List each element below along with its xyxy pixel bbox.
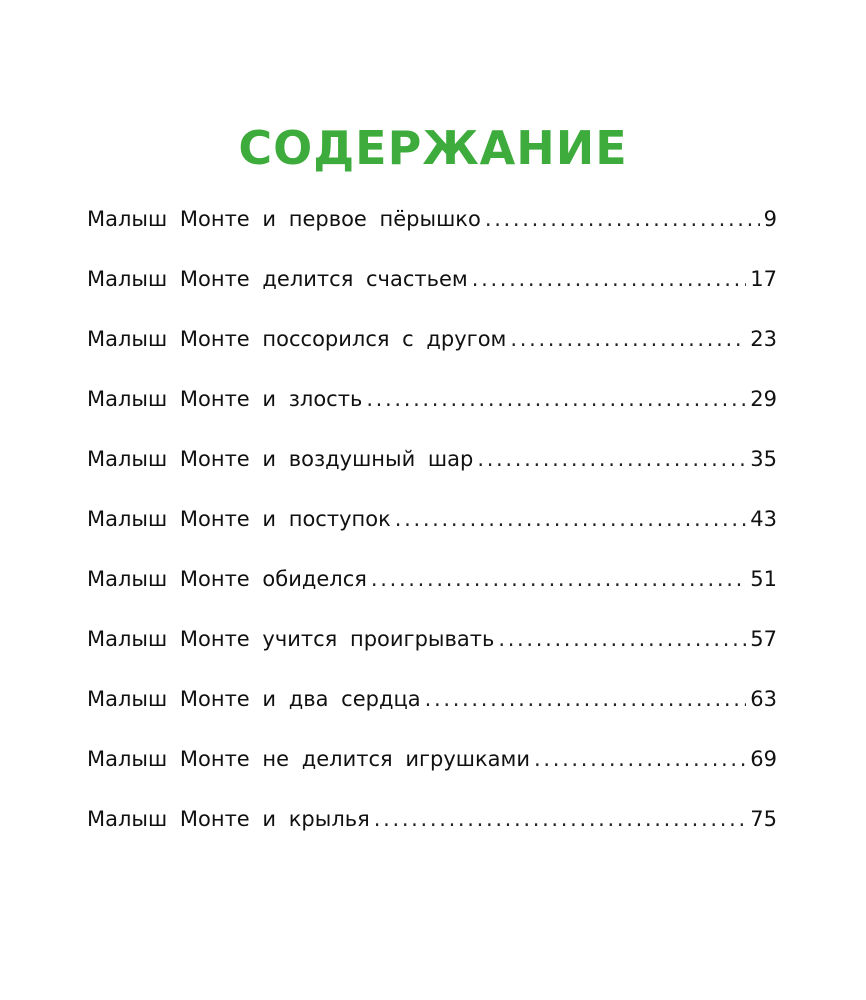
toc-entry-title: Малыш Монте и воздушный шар xyxy=(87,447,474,471)
toc-entry-title: Малыш Монте поссорился с другом xyxy=(87,327,507,351)
toc-entry[interactable] xyxy=(87,207,777,267)
toc-entry-page: 63 xyxy=(750,687,777,711)
toc-entry-page: 57 xyxy=(750,627,777,651)
toc-entry[interactable] xyxy=(87,507,777,567)
toc-entry-page: 43 xyxy=(750,507,777,531)
toc-entry-page: 29 xyxy=(750,387,777,411)
page-title: СОДЕРЖАНИЕ xyxy=(238,120,628,175)
dot-leader xyxy=(498,627,746,652)
toc-entry-page: 35 xyxy=(750,447,777,471)
toc-entry-page: 69 xyxy=(750,747,777,771)
toc-entry-page: 17 xyxy=(750,267,777,291)
toc-entry-page: 9 xyxy=(763,207,777,231)
toc-entry[interactable] xyxy=(87,807,777,867)
toc-entry[interactable] xyxy=(87,567,777,627)
dot-leader xyxy=(485,207,760,232)
dot-leader xyxy=(534,747,746,772)
toc-entry-title: Малыш Монте и поступок xyxy=(87,507,391,531)
toc-entry-title: Малыш Монте не делится игрушками xyxy=(87,747,531,771)
dot-leader xyxy=(510,327,746,352)
dot-leader xyxy=(472,267,747,292)
dot-leader xyxy=(395,507,746,532)
toc-entry[interactable] xyxy=(87,627,777,687)
toc-entry-page: 23 xyxy=(750,327,777,351)
toc-entry[interactable] xyxy=(87,747,777,807)
toc-entry-title: Малыш Монте и первое пёрышко xyxy=(87,207,481,231)
toc-entry-title: Малыш Монте и злость xyxy=(87,387,363,411)
toc-entry[interactable] xyxy=(87,447,777,507)
dot-leader xyxy=(477,447,746,472)
toc-entry[interactable] xyxy=(87,687,777,747)
toc-entry-title: Малыш Монте и два сердца xyxy=(87,687,421,711)
toc-entry[interactable] xyxy=(87,327,777,387)
dot-leader xyxy=(374,807,747,832)
toc-entry-page: 75 xyxy=(750,807,777,831)
toc-entry-title: Малыш Монте учится проигрывать xyxy=(87,627,495,651)
table-of-contents xyxy=(87,207,777,867)
dot-leader xyxy=(371,567,746,592)
toc-entry[interactable] xyxy=(87,267,777,327)
toc-entry-title: Малыш Монте и крылья xyxy=(87,807,370,831)
toc-entry-page: 51 xyxy=(750,567,777,591)
toc-entry-title: Малыш Монте обиделся xyxy=(87,567,367,591)
dot-leader xyxy=(366,387,746,412)
toc-entry-title: Малыш Монте делится счастьем xyxy=(87,267,468,291)
dot-leader xyxy=(425,687,747,712)
toc-entry[interactable] xyxy=(87,387,777,447)
